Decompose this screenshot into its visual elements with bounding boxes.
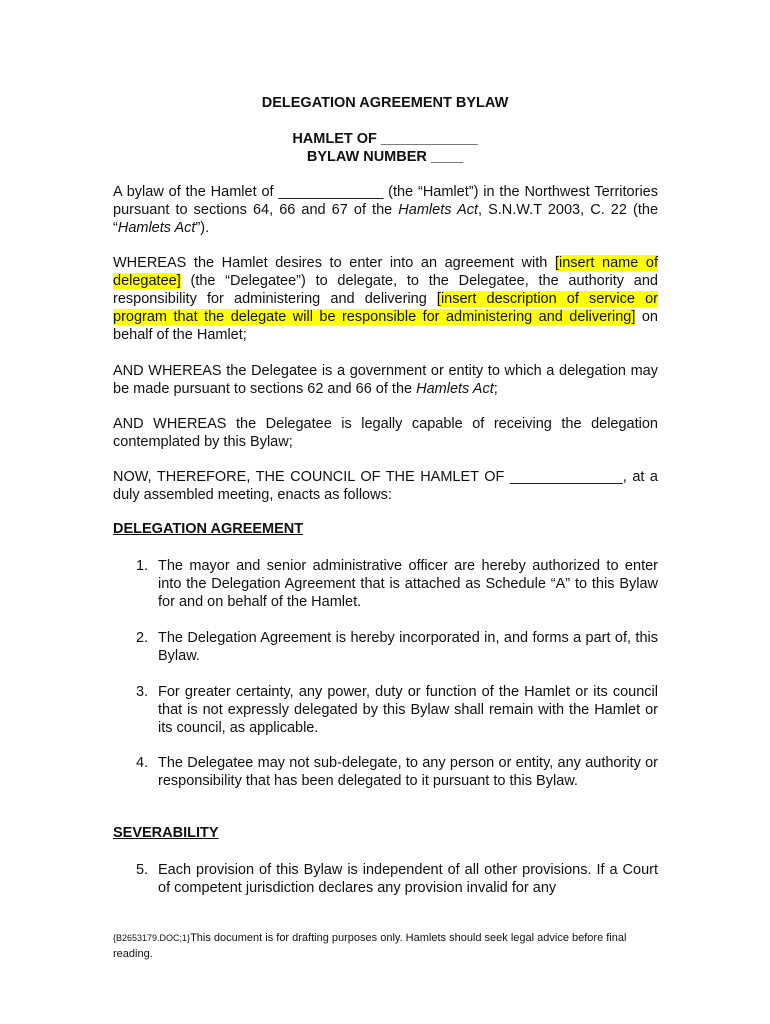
intro-paragraph [113,183,658,237]
list-item [136,683,658,737]
delegation-agreement-heading: DELEGATION AGREEMENT [113,521,304,537]
bylaw-number-line: BYLAW NUMBER ____ [306,149,464,165]
item-text: The Delegatee may not sub-delegate, to any person or entity, any authority or responsibility that has been delegated to it pursuant to this Bylaw. [158,755,658,789]
intro-text-2: , S.N.W.T 2003, C. 22 (the “ [113,202,659,236]
highlight-service-description: [insert description of service or program that the delegate will be responsible for administering and delivering] [113,291,658,325]
whereas-2-text-2: ; [493,381,498,397]
intro-text-3: ”). [195,220,210,236]
whereas-paragraph-2 [113,362,658,398]
whereas-paragraph-3: AND WHEREAS the Delegatee is legally capable of receiving the delegation contemplated by this Bylaw; [113,416,658,450]
list-item [136,557,658,611]
intro-act-name: Hamlets Act [398,202,478,218]
now-therefore-paragraph: NOW, THEREFORE, THE COUNCIL OF THE HAMLET OF ______________, at a duly assembled meeting, enacts as follows: [113,469,658,503]
item-text: Each provision of this Bylaw is independent of all other provisions. If a Court of competent jurisdiction declares any provision invalid for any [158,862,658,896]
list-item [136,629,658,665]
highlight-delegatee-name: [insert name of delegatee] [113,255,658,289]
item-text: The mayor and senior administrative officer are hereby authorized to enter into the Delegation Agreement that is attached as Schedule “A” to this Bylaw for and on behalf of the Hamlet. [158,558,658,610]
whereas-1-text-2: (the “Delegatee”) to delegate, to the Delegatee, the authority and responsibility for administering and delivering [113,273,658,307]
item-text: For greater certainty, any power, duty or function of the Hamlet or its council that is not expressly delegated by this Bylaw shall remain with the Hamlet or its council, as applicable. [158,684,658,736]
page-footer [113,930,658,962]
list-item [136,861,658,897]
intro-text: A bylaw of the Hamlet of _____________ (the “Hamlet”) in the Northwest Territories pursuant to sections 64, 66 and 67 of the [113,184,658,218]
list-item [136,754,658,790]
hamlet-of-line: HAMLET OF ____________ [292,131,478,147]
item-number: 2. [136,630,149,646]
item-number: 1. [136,558,149,574]
whereas-1-text: WHEREAS the Hamlet desires to enter into an agreement with [113,255,555,271]
whereas-2-text: AND WHEREAS the Delegatee is a government or entity to which a delegation may be made pursuant to sections 62 and 66 of the [113,363,658,397]
whereas-paragraph-1 [113,254,658,344]
item-text: The Delegation Agreement is hereby incorporated in, and forms a part of, this Bylaw. [158,630,658,664]
item-number: 5. [136,862,149,878]
intro-act-name-2: Hamlets Act [117,220,196,236]
whereas-1-text-3: on behalf of the Hamlet; [113,309,658,343]
whereas-2-act-name: Hamlets Act [416,381,494,397]
footer-disclaimer: This document is for drafting purposes only. Hamlets should seek legal advice before final reading. [113,932,627,960]
document-code: {B2653179.DOC;1} [113,933,191,943]
item-number: 4. [136,755,149,771]
severability-heading: SEVERABILITY [113,825,219,841]
document-title: DELEGATION AGREEMENT BYLAW [261,95,509,111]
item-number: 3. [136,684,149,700]
